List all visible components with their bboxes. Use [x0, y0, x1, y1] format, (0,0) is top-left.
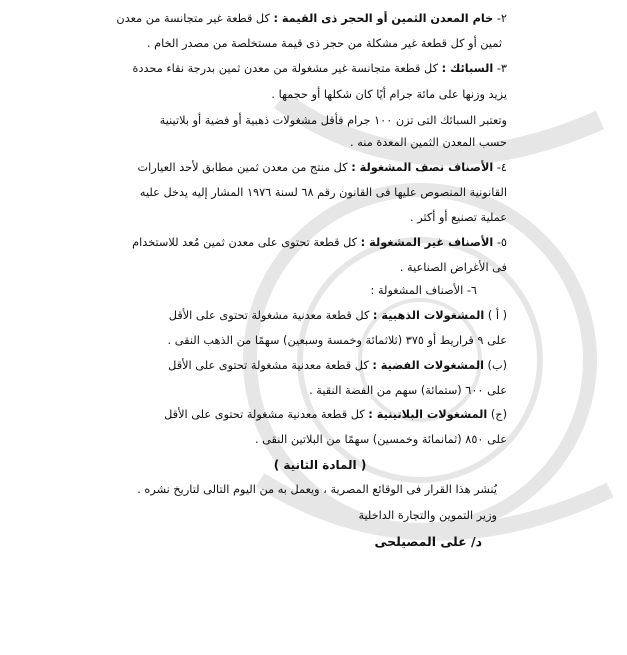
item-4-text: كل منتج من معدن ثمين مطابق لأحد العيارات: [137, 161, 352, 174]
item-3-line-1: [133, 62, 507, 76]
item-5-number: ٥-: [493, 236, 507, 249]
signature-name: [374, 535, 482, 549]
item-6c-text: كل قطعة معدنية مشغولة تحتوى على الأقل: [164, 408, 369, 421]
item-4-line-1: [138, 161, 508, 175]
item-6b-line-1: [168, 359, 507, 373]
item-6-heading: ٦- الأصناف المشغولة :: [370, 284, 477, 297]
item-6-intro: [371, 284, 477, 298]
minister-title: وزير التموين والتجارة الداخلية: [358, 509, 497, 522]
item-6c-label: (ج): [487, 408, 507, 421]
item-4-number: ٤-: [493, 161, 507, 174]
item-5-title: الأصناف غير المشغولة :: [360, 236, 494, 249]
item-3-text-cont: يزيد وزنها على مائة جرام أيًا كان شكلها أو حجمها .: [271, 88, 507, 101]
minister-name: د/ على المصيلحى: [374, 534, 482, 549]
item-5-text-cont: فى الأغراض الصناعية .: [399, 261, 507, 274]
item-6b-text-cont: على ٦٠٠ (ستمائة) سهم من الفضة النقية .: [309, 384, 507, 397]
item-3-note-cont: حسب المعدن الثمين المعدة منه .: [350, 136, 507, 149]
item-5-text: كل قطعة تحتوى على معدن ثمين مُعد للاستخدام: [132, 236, 361, 249]
signature-title: [358, 509, 497, 523]
item-6a-text: كل قطعة معدنية مشغولة تحتوى على الأقل: [168, 309, 373, 322]
item-2-text: كل قطعة غير متجانسة من معدن: [116, 12, 274, 25]
item-2-number: ٢-: [493, 12, 507, 25]
item-6c-title: المشغولات البلاتينية :: [368, 408, 488, 421]
item-2-line-1: [116, 12, 507, 26]
item-6a-line-2: [168, 334, 507, 348]
item-6a-title: المشغولات الذهبية :: [372, 309, 485, 322]
item-3-note: وتعتبر السبائك التى تزن ١٠٠ جرام فأقل مشغولات ذهبية أو فضية أو بلاتينية: [159, 114, 507, 127]
item-6b-text: كل قطعة معدنية مشغولة تحتوى على الأقل: [168, 359, 373, 372]
item-2-line-2: [0, 37, 502, 51]
item-6b-line-2: [309, 384, 507, 398]
item-6c-line-1: [164, 408, 507, 422]
item-2-title: خام المعدن الثمين أو الحجر ذى القيمة :: [273, 12, 494, 25]
article-2-text: [137, 483, 497, 497]
item-3-line-2: [271, 88, 507, 102]
item-3-title: السبائك :: [441, 62, 494, 75]
item-6c-text-cont: على ٨٥٠ (ثمانمائة وخمسين) سهمًا من البلاتين النقى .: [254, 433, 507, 446]
item-6c-line-2: [255, 433, 507, 447]
item-3-number: ٣-: [493, 62, 507, 75]
item-2-text-cont: ثمين أو كل قطعة غير مشكلة من حجر ذى قيمة مستخلصة من مصدر الخام .: [146, 37, 502, 50]
article-2-body: يُنشر هذا القرار فى الوقائع المصرية ، ويعمل به من اليوم التالى لتاريخ نشره .: [137, 483, 497, 496]
item-6a-label: ( أ ): [484, 309, 507, 322]
item-3-line-3: [160, 114, 507, 128]
item-6a-line-1: [169, 309, 507, 323]
item-3-text: كل قطعة متجانسة غير مشغولة من معدن ثمين بدرجة نقاء محددة: [132, 62, 442, 75]
item-4-text-cont: القانونية المنصوص عليها فى القانون رقم ٦٨ لسنة ١٩٧٦ المشار إليه يدخل عليه: [139, 186, 507, 199]
item-6a-text-cont: على ٩ قراريط أو ٣٧٥ (ثلاثمائة وخمسة وسبعين) سهمًا من الذهب النقى .: [167, 334, 507, 347]
item-4-line-2: [140, 186, 507, 200]
item-4-line-3: [410, 211, 507, 225]
item-4-text-end: عملية تصنيع أو أكثر .: [410, 211, 507, 224]
item-5-line-2: [400, 261, 507, 275]
item-5-line-1: [132, 236, 507, 250]
article-2-heading: ( المادة الثانية ): [273, 458, 367, 472]
item-3-line-4: [350, 136, 507, 150]
item-6b-title: المشغولات الفضية :: [372, 359, 484, 372]
item-4-title: الأصناف نصف المشغولة :: [351, 161, 494, 174]
item-6b-label: (ب): [483, 359, 507, 372]
